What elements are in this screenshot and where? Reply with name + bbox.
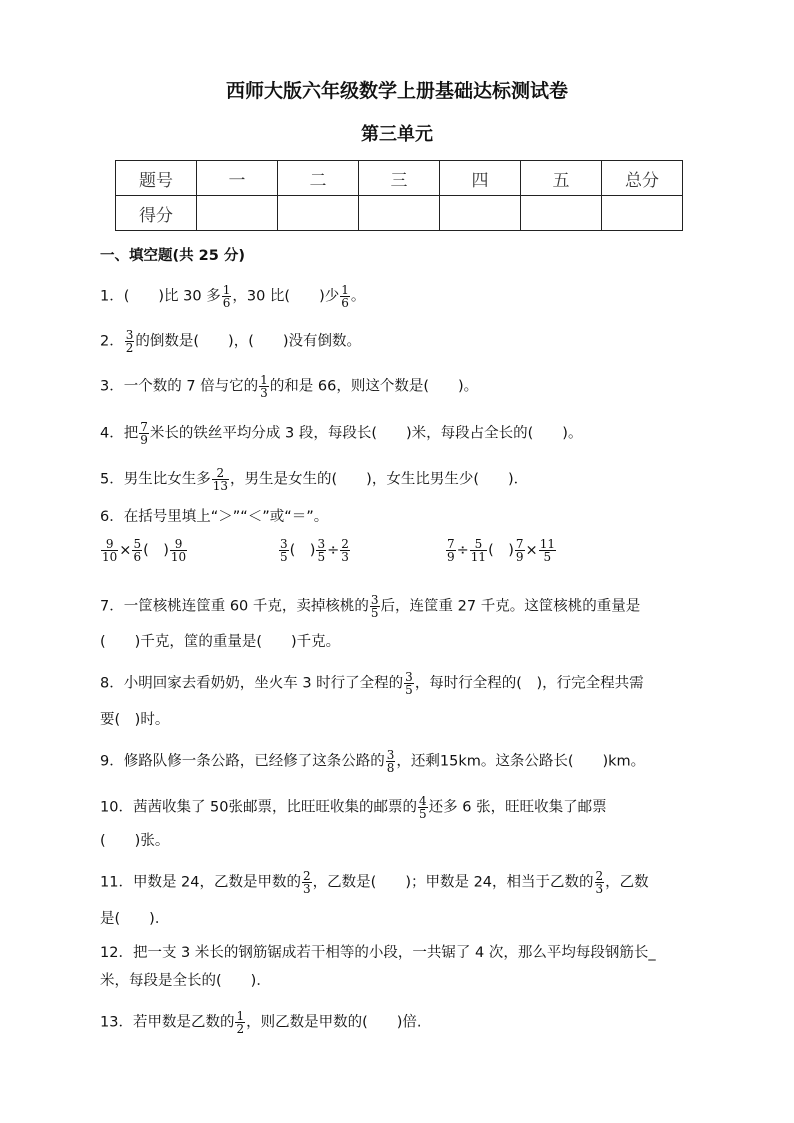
question-8-line-2: 要( )时。: [100, 712, 170, 728]
score-entry[interactable]: [440, 196, 521, 231]
fraction: [386, 749, 396, 774]
score-entry[interactable]: [197, 196, 278, 231]
question-3: [100, 374, 478, 399]
numerator: 1: [236, 1009, 245, 1023]
numerator: 3: [386, 748, 395, 762]
question-text: 13．若甲数是乙数的: [100, 1014, 235, 1031]
question-1: [100, 284, 365, 309]
question-text: ，男生是女生的( )，女生比男生少( )．: [230, 471, 529, 488]
numerator: 11: [539, 537, 555, 551]
operator: ÷: [327, 542, 340, 559]
operator: ×: [119, 542, 132, 559]
fraction: [595, 870, 605, 895]
score-cell: 题号: [116, 161, 197, 196]
score-entry[interactable]: [278, 196, 359, 231]
question-text: 的倒数是( )，( )没有倒数。: [135, 333, 362, 350]
question-text: 的和是 66，则这个数是( )。: [269, 378, 479, 395]
answer-blank[interactable]: ( ): [488, 542, 514, 559]
numerator: 2: [303, 869, 311, 883]
denominator: 2: [236, 1022, 245, 1036]
denominator: 9: [515, 550, 524, 564]
denominator: 5: [543, 550, 552, 564]
question-text: 10．茜茜收集了 50张邮票，比旺旺收集的邮票的: [100, 799, 418, 816]
fraction: [259, 374, 269, 399]
denominator: 8: [386, 761, 395, 775]
numerator: 9: [170, 538, 187, 551]
fraction: [279, 538, 289, 563]
question-11: [100, 870, 649, 895]
numerator: 7: [140, 420, 148, 434]
score-cell: 一: [197, 161, 278, 196]
score-table: [115, 160, 683, 231]
numerator: 1: [341, 283, 349, 297]
numerator: 2: [212, 467, 229, 480]
question-text: 1．( )比 30 多: [100, 288, 221, 305]
score-entry[interactable]: [359, 196, 440, 231]
denominator: 6: [222, 296, 231, 310]
question-2: [100, 329, 361, 354]
fraction: [139, 421, 149, 446]
question-text: ，则乙数是甲数的( )倍.: [246, 1014, 422, 1031]
question-text: 2．: [100, 333, 124, 350]
fraction: [446, 538, 456, 563]
denominator: 9: [140, 433, 148, 447]
comparison-item-2: [278, 538, 351, 563]
question-4: [100, 421, 582, 446]
question-text: 4．把: [100, 425, 139, 442]
fraction: [101, 538, 118, 563]
comparison-item-3: [445, 538, 557, 563]
fraction: [470, 538, 487, 563]
question-12-line-2: 米，每段是全长的( )．: [100, 973, 271, 989]
question-9: [100, 749, 645, 774]
denominator: 3: [303, 882, 311, 896]
question-text: 还多 6 张，旺旺收集了邮票: [428, 799, 607, 816]
question-text: 米长的铁丝平均分成 3 段，每段长( )米，每段占全长的( )。: [149, 425, 583, 442]
score-table-score-row: [116, 196, 683, 231]
score-cell: 五: [521, 161, 602, 196]
fraction: [125, 329, 135, 354]
fraction: [515, 538, 525, 563]
operator: ×: [525, 542, 538, 559]
fraction: [235, 1010, 245, 1035]
denominator: 10: [170, 550, 187, 564]
denominator: 10: [102, 550, 118, 564]
numerator: 2: [595, 869, 604, 883]
score-entry[interactable]: [602, 196, 683, 231]
fraction: [302, 870, 312, 895]
question-text: ，还剩15km。这条公路长( )km。: [396, 753, 646, 770]
score-label: 得分: [116, 196, 197, 231]
question-text: ，乙数: [605, 874, 649, 891]
numerator: 7: [515, 537, 524, 551]
question-text: ，乙数是( )；甲数是 24，相当于乙数的: [312, 874, 594, 891]
denominator: 9: [447, 550, 455, 564]
question-text: 5．男生比女生多: [100, 471, 211, 488]
denominator: 6: [133, 550, 142, 564]
score-cell: 总分: [602, 161, 683, 196]
denominator: 11: [470, 550, 487, 564]
question-12: 12．把一支 3 米长的钢筋锯成若干相等的小段，一共锯了 4 次，那么平均每段钢筋长_: [100, 945, 656, 961]
numerator: 4: [419, 794, 427, 808]
score-table-header-row: [116, 161, 683, 196]
question-13: [100, 1010, 422, 1035]
numerator: 5: [470, 538, 487, 551]
question-10: [100, 795, 607, 820]
numerator: 3: [405, 670, 413, 684]
question-text: ，每时行全程的( )，行完全程共需: [414, 675, 644, 692]
score-entry[interactable]: [521, 196, 602, 231]
numerator: 1: [260, 373, 268, 387]
score-cell: 四: [440, 161, 521, 196]
denominator: 13: [212, 479, 229, 493]
question-6: 6．在括号里填上“＞”“＜”或“＝”。: [100, 509, 329, 525]
question-10-line-2: ( )张。: [100, 833, 170, 849]
question-text: 后，连筐重 27 千克。这筐核桃的重量是: [380, 598, 641, 615]
denominator: 5: [405, 683, 413, 697]
exam-title: 西师大版六年级数学上册基础达标测试卷: [225, 80, 568, 102]
denominator: 3: [260, 386, 268, 400]
denominator: 3: [341, 550, 349, 564]
question-text: 3．一个数的 7 倍与它的: [100, 378, 259, 395]
numerator: 5: [133, 537, 142, 551]
question-7: [100, 594, 640, 619]
fraction: [418, 795, 428, 820]
question-text: 9．修路队修一条公路，已经修了这条公路的: [100, 753, 385, 770]
denominator: 6: [341, 296, 349, 310]
question-text: 7．一筐核桃连筐重 60 千克，卖掉核桃的: [100, 598, 369, 615]
fraction: [340, 284, 350, 309]
question-7-line-2: ( )千克，筐的重量是( )千克。: [100, 634, 341, 650]
operator: ÷: [456, 542, 469, 559]
numerator: 9: [101, 538, 118, 551]
numerator: 3: [370, 593, 379, 607]
question-text: ，30 比( )少: [232, 288, 340, 305]
score-cell: 三: [359, 161, 440, 196]
question-text: 11．甲数是 24，乙数是甲数的: [100, 874, 302, 891]
fraction: [340, 538, 350, 563]
unit-subtitle: 第三单元: [361, 124, 433, 145]
fraction: [316, 538, 326, 563]
numerator: 2: [341, 537, 349, 551]
denominator: 5: [280, 550, 288, 564]
question-text: 。: [350, 288, 366, 305]
score-cell: 二: [278, 161, 359, 196]
fraction: [222, 284, 232, 309]
section-heading: 一、填空题(共 25 分): [100, 248, 246, 264]
fraction: [132, 538, 142, 563]
question-11-line-2: 是( )．: [100, 911, 170, 927]
fraction: [404, 671, 414, 696]
question-8: [100, 671, 644, 696]
numerator: 3: [280, 537, 288, 551]
numerator: 3: [125, 328, 134, 342]
fraction: [539, 538, 556, 563]
denominator: 2: [125, 341, 134, 355]
fraction: [170, 538, 187, 563]
numerator: 3: [317, 537, 326, 551]
question-text: 8．小明回家去看奶奶，坐火车 3 时行了全程的: [100, 675, 404, 692]
answer-blank[interactable]: ( ): [289, 542, 316, 559]
fraction: [370, 594, 380, 619]
fraction: [212, 467, 229, 492]
numerator: 1: [222, 283, 231, 297]
denominator: 5: [317, 550, 326, 564]
numerator: 7: [447, 537, 455, 551]
denominator: 5: [370, 606, 379, 620]
answer-blank[interactable]: ( ): [143, 542, 169, 559]
denominator: 3: [595, 882, 604, 896]
question-5: [100, 467, 528, 492]
comparison-item-1: [100, 538, 188, 563]
denominator: 5: [419, 807, 427, 821]
